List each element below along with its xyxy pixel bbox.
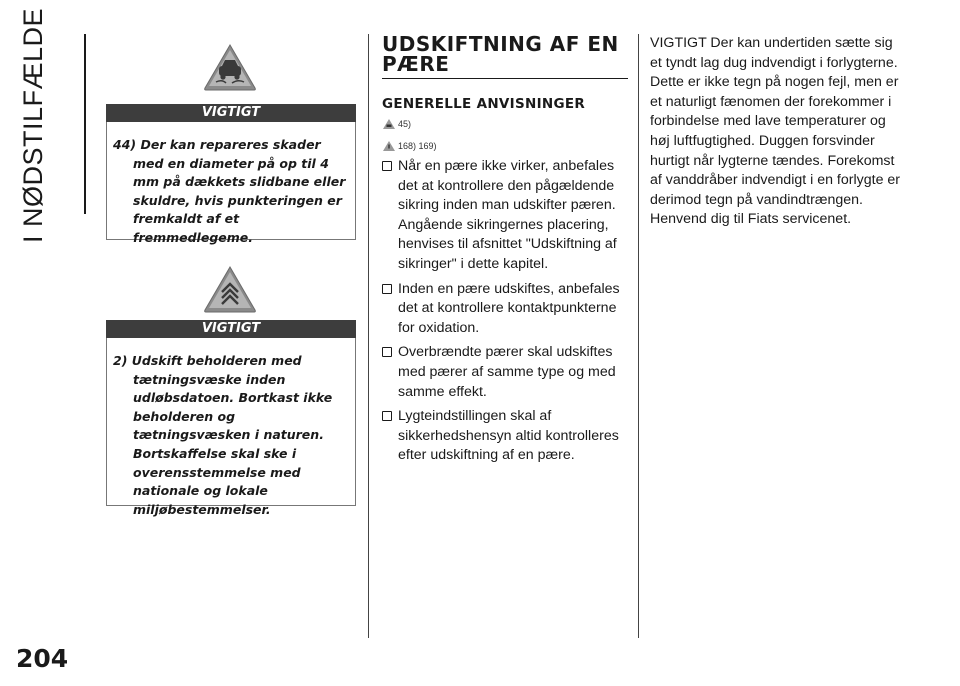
- warning-heading-2: VIGTIGT: [106, 320, 356, 338]
- warning-heading-1: VIGTIGT: [106, 104, 356, 122]
- side-rule: [84, 34, 86, 214]
- list-item: [382, 343, 628, 402]
- arrows-warning-icon: [202, 264, 258, 314]
- main-column: [382, 34, 628, 471]
- note-column: [650, 34, 900, 230]
- car-skid-warning-icon: [202, 42, 258, 92]
- section-title-text: I NØDSTILFÆLDE: [18, 7, 49, 243]
- list-item: [382, 407, 628, 466]
- page-number: 204: [16, 644, 69, 673]
- reference-1: 45): [398, 119, 412, 129]
- bullet-box-icon: [382, 161, 392, 171]
- column-divider-right: [638, 34, 639, 638]
- warning-text-1: 44) Der kan repareres skader med en diameter på op til 4 mm på dækkets slidbane eller skuldre, hvis punkteringen er fremkaldt af et fremmedlegeme.: [113, 137, 346, 245]
- list-item: [382, 157, 628, 275]
- section-subtitle: GENERELLE ANVISNINGER: [382, 96, 586, 112]
- note-paragraph: VIGTIGT Der kan undertiden sætte sig et tyndt lag dug indvendigt i forlygterne. Dette er ikke tegn på nogen fejl, men er et naturligt fænomen der forekommer i forbindelse med lave temperaturer og høj luftfugtighed. Duggen forsvinder hurtigt når lygterne tændes. Forekomst af vanddråber indvendigt i en forlygte er derimod tegn på vandindtrængen. Henvend dig til Fiats servicenet.: [650, 35, 901, 228]
- reference-line-2: [382, 137, 628, 155]
- warning-text-2: 2) Udskift beholderen med tætningsvæske inden udløbsdatoen. Bortkast ikke beholderen og tætningsvæsken i naturen. Bortskaffelse skal ske i overensstemmelse med nationale og lokale miljøbestemmelser.: [113, 353, 333, 517]
- reference-line-1: [382, 115, 628, 133]
- warning-box-2: [106, 338, 356, 517]
- list-item-text: Overbrændte pærer skal udskiftes med pærer af samme type og med samme effekt.: [398, 344, 616, 400]
- bullet-box-icon: [382, 411, 392, 421]
- list-item-text: Lygteindstillingen skal af sikkerhedshensyn altid kontrolleres efter udskiftning af en pære.: [398, 408, 619, 464]
- reference-2: 168) 169): [398, 141, 437, 151]
- bullet-box-icon: [382, 347, 392, 357]
- danger-warning-icon: [382, 140, 396, 152]
- list-item-text: Inden en pære udskiftes, anbefales det at kontrollere kontaktpunkterne for oxidation.: [398, 280, 620, 336]
- list-item: [382, 280, 628, 339]
- section-title: [14, 7, 54, 243]
- column-divider-left: [368, 34, 369, 638]
- instruction-list: [382, 157, 628, 466]
- list-item-text: Når en pære ikke virker, anbefales det at kontrollere den pågældende sikring inden man udskifter pæren. Angående sikringernes placering, henvises til afsnittet "Udskiftning af sikringer" i dette kapitel.: [398, 158, 617, 272]
- car-warning-icon: [382, 118, 396, 130]
- bullet-box-icon: [382, 284, 392, 294]
- warning-box-1: [106, 122, 356, 245]
- page-title: UDSKIFTNING AF EN PÆRE: [382, 34, 628, 79]
